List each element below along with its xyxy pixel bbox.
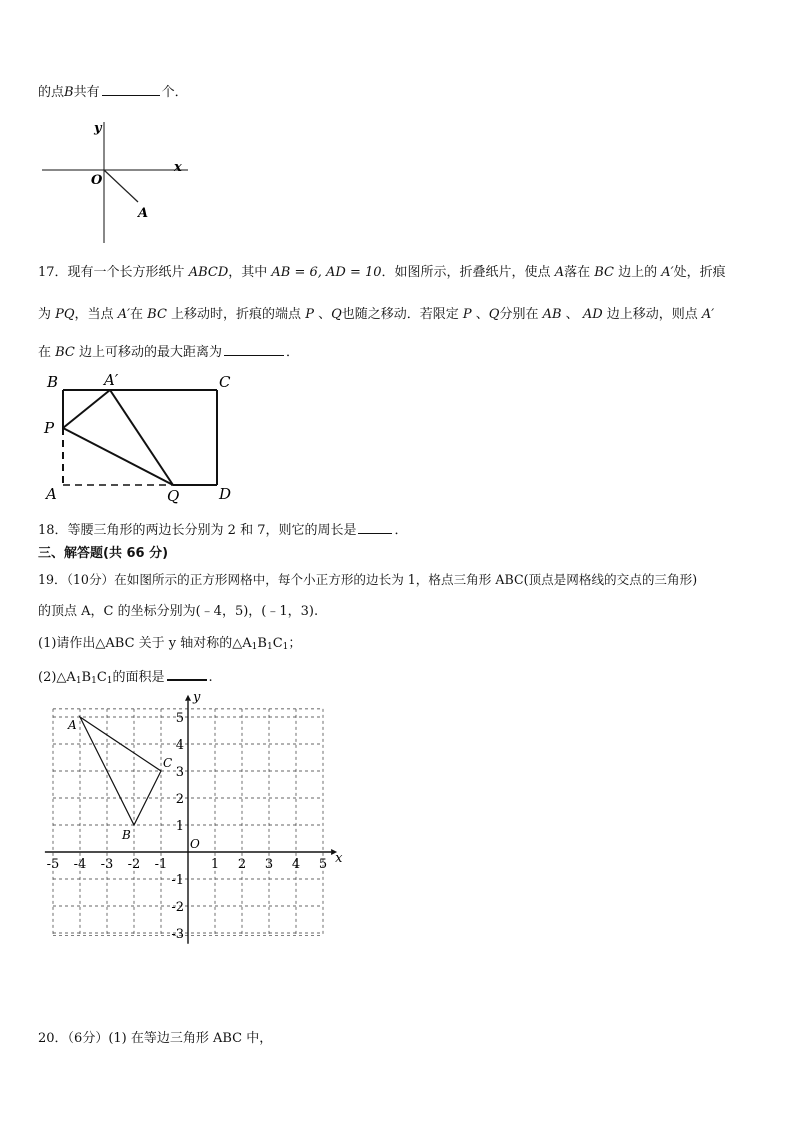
q17-l1-text-c: ．如图所示，折叠纸片，使点	[381, 265, 555, 280]
q17-l1-abcd: ABCD	[188, 265, 229, 280]
q17-l1-a-prime: A′	[661, 265, 674, 280]
q17-l1-condition: AB = 6, AD = 10	[271, 265, 382, 280]
grid-y-tick-label: 5	[175, 711, 184, 726]
q17-l2-text-e: 、	[313, 307, 332, 322]
grid-x-axis-label: x	[335, 851, 343, 866]
q17-l2-text-c: 在	[130, 307, 148, 322]
q17-l2-ad: AD	[582, 307, 603, 322]
grid-origin-label: O	[190, 837, 200, 851]
q17-l2-a-prime-2: A′	[701, 307, 715, 322]
q17-l3-text-b: 边上可移动的最大距离为	[74, 345, 223, 360]
q19-p1-text-d: ；	[288, 636, 302, 651]
q17-l1-point-a: A	[554, 265, 565, 280]
fig2-label-p: P	[44, 419, 55, 437]
grid-y-tick-label: 3	[175, 765, 184, 780]
q17-l2-text-i: 、	[561, 307, 583, 322]
q19-p2-text-e: .	[208, 670, 213, 685]
q19-line-1: 19．（10分）在如图所示的正方形网格中，每个小正方形的边长为 1，格点三角形 ABC(顶点是网格线的交点的三角形)	[38, 572, 698, 587]
grid-y-tick-label: 4	[175, 738, 184, 753]
q19-p1-text-c: C	[272, 636, 283, 651]
fig1-label-x: x	[174, 160, 182, 175]
q16-text-1: 的点	[38, 85, 65, 100]
q19-p2-sub-2: 1	[91, 676, 97, 686]
q17-l1-text-a: 17．现有一个长方形纸片	[38, 265, 189, 280]
q16-point-b: B	[64, 85, 74, 100]
q19-p2-sub-3: 1	[106, 676, 113, 686]
grid-y-tick-label: -3	[171, 927, 184, 942]
fig2-label-a: A	[46, 485, 57, 503]
q19-p1-text-a: (1)请作出△ABC 关于 y 轴对称的△A	[38, 636, 252, 651]
q18-text: 18．等腰三角形的两边长分别为 2 和 7，则它的周长是	[38, 523, 357, 538]
triangle-label-b: B	[122, 828, 131, 842]
q17-l2-pq: PQ	[55, 307, 75, 322]
grid-y-tick-label: -2	[171, 900, 184, 915]
q19-p2-sub-1: 1	[75, 676, 82, 686]
q17-l2-a-prime: A′	[117, 307, 131, 322]
fig1-label-o: O	[91, 173, 103, 188]
fig2-label-b: B	[47, 373, 59, 391]
q17-l2-text-b: ，当点	[74, 307, 118, 322]
triangle-label-a: A	[68, 718, 77, 732]
grid-y-tick-label: -1	[171, 873, 184, 888]
fig2-label-d: D	[219, 485, 232, 503]
grid-x-tick-label: 5	[318, 857, 328, 872]
q17-l2-text-h: 分别在	[499, 307, 543, 322]
q18-end: ．	[394, 523, 408, 538]
fig2-label-c: C	[219, 373, 231, 391]
q17-l2-text-d: 上移动时，折痕的端点	[166, 307, 306, 322]
fig2-label-q: Q	[167, 487, 180, 505]
q17-l2-ab: AB	[542, 307, 562, 322]
q19-p2-text-a: (2)△A	[38, 670, 76, 685]
grid-x-tick-label: -5	[46, 857, 60, 872]
q17-l3-text-c: ．	[286, 345, 300, 360]
grid-x-tick-label: 4	[291, 857, 301, 872]
grid-x-tick-label: -2	[127, 857, 141, 872]
grid-y-arrow	[185, 695, 191, 701]
fig1-label-y: y	[94, 121, 102, 136]
grid-x-tick-label: -4	[73, 857, 87, 872]
q17-l2-text-f: 也随之移动．若限定	[341, 307, 463, 322]
q17-l3-text-a: 在	[38, 345, 56, 360]
q19-p2-text-b: B	[81, 670, 92, 685]
fig2-label-a-prime: A′	[104, 371, 119, 389]
q19-p1-sub-1: 1	[251, 642, 258, 652]
grid-x-tick-label: 3	[264, 857, 274, 872]
q17-l1-text-b: ，其中	[228, 265, 272, 280]
grid-x-tick-label: -3	[100, 857, 114, 872]
grid-y-tick-label: 2	[175, 792, 184, 807]
triangle-label-c: C	[163, 756, 173, 770]
q17-l1-text-e: 边上的	[613, 265, 662, 280]
q19-p1-text-b: B	[257, 636, 267, 651]
q17-l2-bc: BC	[147, 307, 167, 322]
q17-l2-text-g: 、	[471, 307, 489, 322]
q19-p1-sub-2: 1	[266, 642, 273, 652]
q16-text-2: 共有	[73, 85, 100, 100]
q17-l2-q: Q	[331, 307, 342, 322]
grid-x-tick-label: 1	[210, 857, 220, 872]
q17-l2-p2: P	[462, 307, 472, 322]
fig1-label-a: A	[138, 206, 149, 221]
q17-l2-text-a: 为	[38, 307, 56, 322]
q17-l1-text-d: 落在	[564, 265, 595, 280]
section-3-heading: 三、解答题(共 66 分)	[38, 546, 169, 561]
q17-l2-text-j: 边上移动，则点	[602, 307, 702, 322]
q17-l2-q2: Q	[488, 307, 500, 322]
grid-y-tick-label: 1	[175, 819, 184, 834]
q16-text-3: 个．	[161, 85, 188, 100]
q19-p1-sub-3: 1	[282, 642, 289, 652]
grid-y-axis-label: y	[193, 689, 201, 705]
q20-line: 20．（6分）(1) 在等边三角形 ABC 中，	[38, 1031, 273, 1046]
q17-l3-bc: BC	[55, 345, 75, 360]
q19-p2-text-c: C	[96, 670, 107, 685]
q19-line-2: 的顶点 A，C 的坐标分别为(﹣4，5)，(﹣1，3).	[38, 604, 319, 619]
q17-l1-bc: BC	[594, 265, 614, 280]
q19-p2-text-d: 的面积是	[112, 670, 165, 685]
grid-x-tick-label: 2	[237, 857, 247, 872]
q17-l2-p: P	[305, 307, 314, 322]
q17-l1-text-f: 处，折痕	[673, 265, 726, 280]
grid-x-tick-label: -1	[154, 857, 168, 872]
